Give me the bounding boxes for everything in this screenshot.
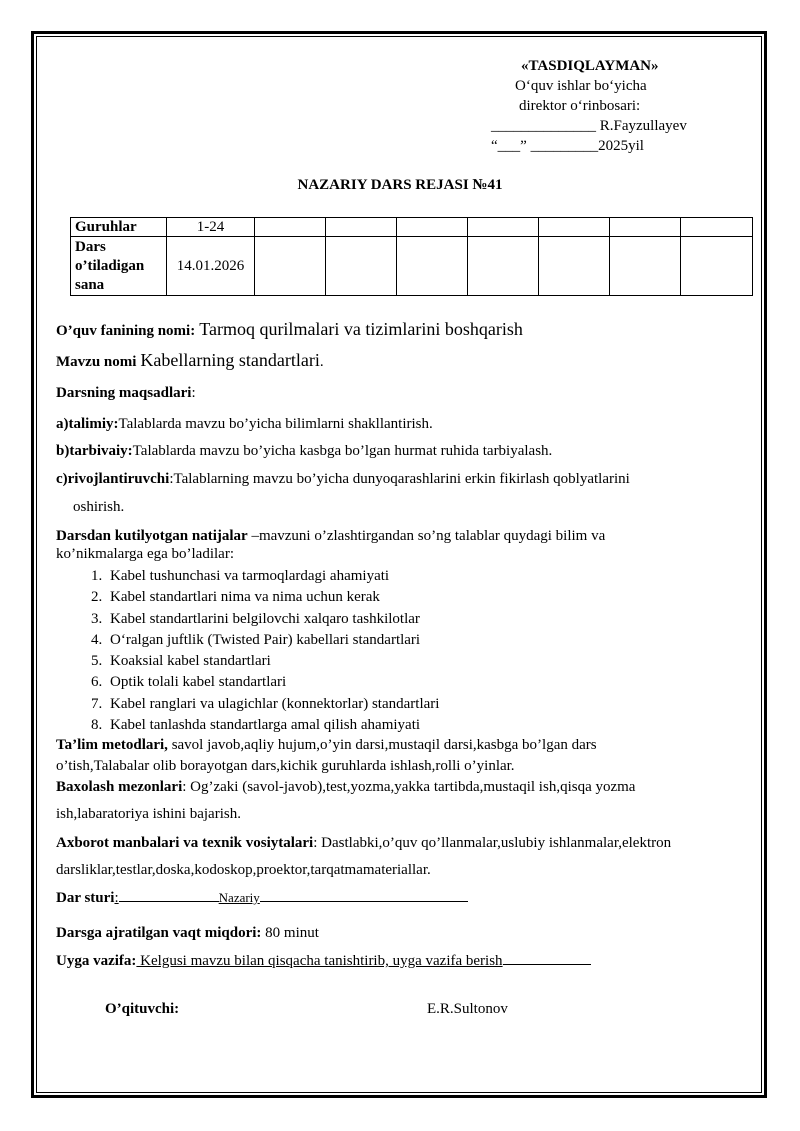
assessment-text1: : Og’zaki (savol-javob),test,yozma,yakka tartibda,mustaqil ish,qisqa yozma: [182, 779, 636, 795]
goals-label: Darsning maqsadlari: [56, 385, 192, 401]
lesson-date-label-line3: sana: [75, 276, 105, 293]
homework-line: [56, 953, 591, 970]
approval-line2: direktor o‘rinbosari:: [519, 98, 641, 114]
topic-end: .: [319, 354, 324, 370]
table-cell-empty: [468, 237, 539, 296]
homework-label: Uyga vazifa:: [56, 953, 137, 969]
table-cell-empty: [681, 237, 753, 296]
teacher-name: E.R.Sultonov: [427, 1001, 508, 1017]
lesson-type-blank: [260, 901, 468, 902]
lesson-type-label: Dar sturi: [56, 890, 115, 906]
assessment-line1: [56, 779, 635, 796]
subject-label: O’quv fanining nomi:: [56, 323, 196, 339]
list-item: 8. Kabel tanlashda standartlarga amal qilish ahamiyati: [106, 715, 439, 736]
outcomes-label: Darsdan kutilyotgan natijalar: [56, 528, 248, 544]
outcomes-text1: –mavzuni o’zlashtirgandan so’ng talablar quydagi bilim va: [247, 528, 606, 544]
outcomes-line1: [56, 528, 605, 545]
list-item: 1. Kabel tushunchasi va tarmoqlardagi ahamiyati: [106, 566, 439, 587]
methods-text1: savol javob,aqliy hujum,o’yin darsi,mustaqil darsi,kasbga bo’lgan dars: [167, 737, 597, 753]
subject-line: [56, 319, 523, 340]
homework-value: Kelgusi mavzu bilan qisqacha tanishtirib, uyga vazifa berish: [136, 953, 503, 969]
goal-a: [56, 416, 433, 433]
list-item: 7. Kabel ranglari va ulagichlar (konnektorlar) standartlari: [106, 694, 439, 715]
lesson-type-line: [56, 890, 468, 907]
goal-b-text: Talablarda mavzu bo’yicha kasbga bo’lgan hurmat ruhida tarbiyalash.: [132, 443, 553, 459]
methods-text2: o’tish,Talabalar olib borayotgan dars,kichik guruhlarda ishlash,rolli o’yinlar.: [56, 758, 515, 774]
groups-value: 1-24: [167, 218, 255, 237]
methods-line1: [56, 737, 597, 754]
goal-c-text: :Talablarning mavzu bo’yicha dunyoqarashlarini erkin fikirlash qoblyatlarini: [169, 471, 630, 487]
plan-title: NAZARIY DARS REJASI №41: [297, 177, 503, 193]
table-cell-empty: [255, 218, 326, 237]
table-cell-empty: [397, 237, 468, 296]
resources-text1: : Dastlabki,o’quv qo’llanmalar,uslubiy ishlanmalar,elektron: [313, 835, 672, 851]
resources-label: Axborot manbalari va texnik vosiytalari: [56, 835, 314, 851]
table-cell-empty: [610, 237, 681, 296]
goal-c-text-cont: oshirish.: [73, 499, 125, 515]
table-cell-empty: [468, 218, 539, 237]
topic-line: [56, 350, 324, 371]
goals-colon: :: [191, 385, 196, 401]
duration-label: Darsga ajratilgan vaqt miqdori:: [56, 925, 262, 941]
lesson-type-value: Nazariy: [218, 890, 260, 905]
table-cell-empty: [610, 218, 681, 237]
table-cell-empty: [326, 218, 397, 237]
lesson-date-label-line2: o’tiladigan: [75, 257, 145, 274]
list-item: 6. Optik tolali kabel standartlari: [106, 672, 439, 693]
approval-line1: O‘quv ishlar bo‘yicha: [515, 78, 647, 94]
goal-c: [56, 471, 630, 488]
approval-title: «TASDIQLAYMAN»: [521, 58, 659, 74]
approval-date-line: “___” _________2025yil: [491, 138, 644, 154]
lesson-type-colon: :: [114, 890, 119, 906]
teacher-label: O’qituvchi:: [105, 1001, 180, 1017]
assessment-text2: ish,labaratoriya ishini bajarish.: [56, 806, 241, 822]
methods-label: Ta’lim metodlari,: [56, 737, 168, 753]
group-date-table: [70, 217, 753, 296]
duration-line: [56, 925, 319, 942]
lesson-date-value: 14.01.2026: [167, 237, 255, 296]
outcomes-list: [60, 566, 439, 736]
list-item: 2. Kabel standartlari nima va nima uchun kerak: [106, 587, 439, 608]
homework-blank: [503, 964, 591, 965]
goal-a-label: a)talimiy:: [56, 416, 119, 432]
lesson-type-blank: [119, 901, 219, 902]
table-cell-empty: [539, 218, 610, 237]
groups-label: Guruhlar: [71, 218, 167, 237]
resources-line1: [56, 835, 671, 852]
list-item: 5. Koaksial kabel standartlari: [106, 651, 439, 672]
goal-b: [56, 443, 552, 460]
duration-value: 80 minut: [261, 925, 319, 941]
resources-text2: darsliklar,testlar,doska,kodoskop,proektor,tarqatmamateriallar.: [56, 862, 431, 878]
outcomes-text2: ko’nikmalarga ega bo’ladilar:: [56, 546, 234, 562]
table-cell-empty: [397, 218, 468, 237]
goals-heading: [56, 385, 196, 402]
goal-a-text: Talablarda mavzu bo’yicha bilimlarni shakllantirish.: [118, 416, 433, 432]
approval-signature-line: ______________ R.Fayzullayev: [491, 118, 687, 134]
lesson-date-label-line1: Dars: [75, 238, 106, 255]
table-cell-empty: [326, 237, 397, 296]
table-cell-empty: [539, 237, 610, 296]
goal-b-label: b)tarbivaiy:: [56, 443, 133, 459]
assessment-label: Baxolash mezonlari: [56, 779, 183, 795]
topic-value: Kabellarning standartlari: [140, 350, 320, 370]
table-cell-empty: [681, 218, 753, 237]
table-cell-empty: [255, 237, 326, 296]
goal-c-label: c)rivojlantiruvchi: [56, 471, 170, 487]
topic-label: Mavzu nomi: [56, 354, 137, 370]
list-item: 4. O‘ralgan juftlik (Twisted Pair) kabellari standartlari: [106, 630, 439, 651]
subject-value: Tarmoq qurilmalari va tizimlarini boshqarish: [199, 319, 523, 339]
list-item: 3. Kabel standartlarini belgilovchi xalqaro tashkilotlar: [106, 609, 439, 630]
lesson-date-label: [71, 237, 167, 296]
